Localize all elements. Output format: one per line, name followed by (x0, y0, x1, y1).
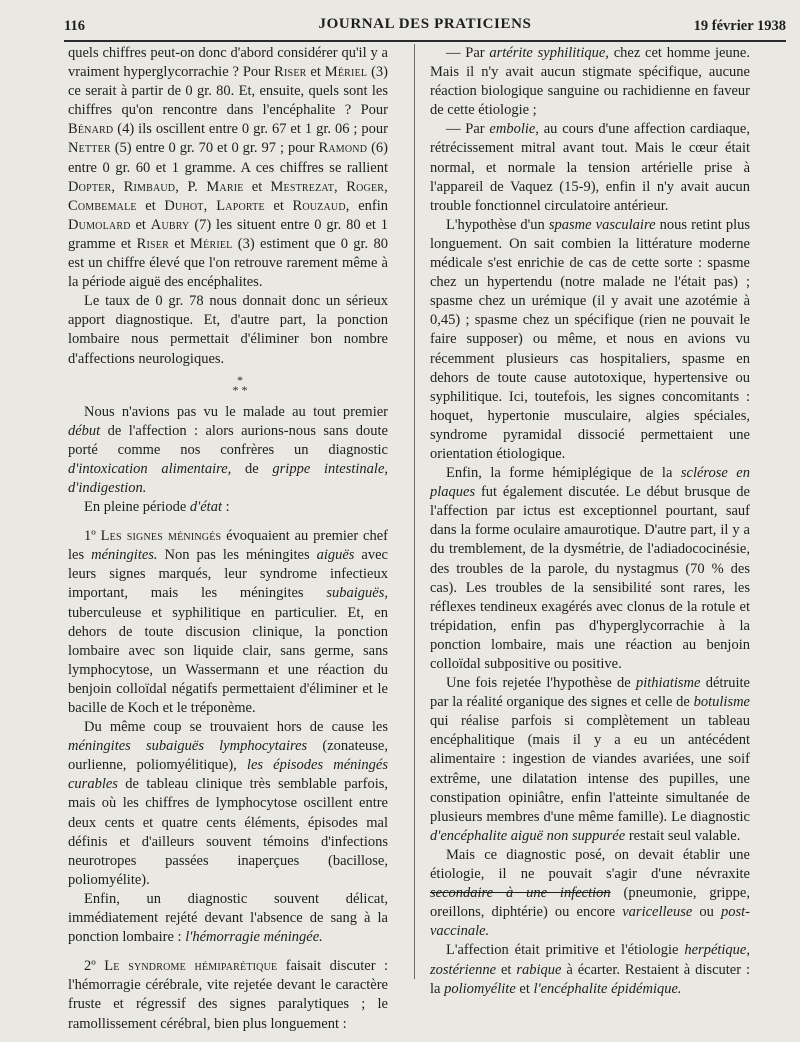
section-meninges: 1º Les signes méningés évoquaient au premier chef les méningites. Non pas les méningites aiguës avec leurs signes marqués, leur syndrome infectieux important, mais les méningites subaiguës, tuberculeuse et syphilitique en particulier. Et, en dehors de toute discusion clinique, la ponction lombaire avec son liquide clair, sans germe, sans lymphocytose, un Wassermann et une réaction du benjoin colloïdal négatifs permettaient d'éliminer et le bacille de Koch et le tréponème. (68, 528, 388, 716)
paragraph: L'hypothèse d'un spasme vasculaire nous retint plus longuement. On sait combien la littérature moderne médicale s'est enrichie de cas de cette sorte : spasme chez un hypertendu (notre malade ne l'était pas) ; spasme chez un urémique (il y avait une azotémie à 0,45) ; spasme chez un spécifique (rien ne pouvait le faire supposer) ou même, et nous en avions vu récemment plusieurs cas hospitaliers, spasme en dehors de toute cause autotoxique, hypertensive ou syphilitique. Ici, toutefois, les signes concomitants : hoquet, hypertonie musculaire, algies spéciales, syndrome pyramidal dissocié permettaient une orientation étiologique. (430, 216, 750, 462)
section-separator: * * * (232, 372, 248, 397)
paragraph: En pleine période d'état : (84, 499, 230, 516)
paragraph: L'affection était primitive et l'étiologie herpétique, zostérienne et rabique à écarter. Restaient à discuter : la poliomyélite et l'encéphalite épidémique. (430, 942, 750, 997)
paragraph: Enfin, la forme hémiplégique de la sclérose en plaques fut également discutée. Le début brusque de l'affection par ictus est exceptionnel pourtant, sauf dans la forme oculaire amaurotique. D'autre part, il y a du tremblement, de la dysmétrie, de l'adiadococinésie, des troubles de la parole, du nystagmus (70 % des cas). Les troubles de la sensibilité sont rares, les réflexes tendineux exagérés avec clonus de la rotule et trépidation, enfin pas d'hyperglycorrachie à la ponction lombaire, mais une réaction au benjoin colloïdal subpositive ou positive. (430, 465, 750, 672)
right-column (430, 44, 750, 999)
paragraph: — Par embolie, au cours d'une affection cardiaque, rétrécissement mitral avant tout. Mais le cœur était normal, et normale la tension artérielle prise à l'appareil de Vaquez (15-9), enfin il n'y avait aucun trouble fonctionnel circulatoire antérieur. (430, 121, 750, 214)
paragraph: Le taux de 0 gr. 78 nous donnait donc un sérieux apport diagnostique. Et, d'autre part, la ponction lombaire nous permettait d'éliminer bon nombre d'affections neurologiques. (68, 293, 388, 367)
paragraph: quels chiffres peut-on donc d'abord considérer qu'il y a vraiment hyperglycorrachie ? Pour Riser et Mériel (3) ce serait à partir de 0 gr. 80. Et, ensuite, quels sont les chiffres qu'on rencontre dans l'encéphalite ? Pour Bénard (4) ils oscillent entre 0 gr. 67 et 1 gr. 06 ; pour Netter (5) entre 0 gr. 70 et 0 gr. 97 ; pour Ramond (6) entre 0 gr. 60 et 1 gramme. A ces chiffres se rallient Dopter, Rimbaud, P. Marie et Mestrezat, Roger, Combemale et Duhot, Laporte et Rouzaud, enfin Dumolard et Aubry (7) les situent entre 0 gr. 80 et 1 gramme et Riser et Mériel (3) estiment que 0 gr. 80 est un chiffre élevé que l'on retrouve rarement même à la période aiguë des encéphalites. (68, 45, 389, 291)
page-header (64, 12, 786, 42)
column-divider (414, 44, 415, 979)
paragraph: — Par artérite syphilitique, chez cet homme jeune. Mais il n'y avait aucun stigmate spécifique, aucune réaction biologique sanguine ou rachidienne en faveur de cette étiologie ; (430, 45, 750, 119)
left-column (68, 44, 388, 1034)
paragraph: Mais ce diagnostic posé, on devait établir une étiologie, il ne pouvait s'agir d'une névraxite secondaire à une infection (pneumonie, grippe, oreillons, diphtérie) ou encore varicelleuse ou post-vaccinale. (430, 846, 750, 940)
paragraph: Du même coup se trouvaient hors de cause les méningites subaiguës lymphocytaires (zonateuse, ourlienne, poliomyélitique), les épisodes méningés curables de tableau clinique très semblable parfois, mais où les chiffres de lymphocytose oscillent entre deux cents et quatre cents éléments, épisodes mal définis et d'ailleurs souvent témoins d'infections neurotropes passées inaperçues (bacillose, poliomyélite). (68, 719, 388, 888)
page-number: 116 (64, 18, 85, 34)
paragraph: Une fois rejetée l'hypothèse de pithiatisme détruite par la réalité organique des signes et celle de botulisme qui réalise parfois si complètement un tableau encéphalitique (mais il y a eu un antécédent alimentaire : ingestion de viandes avariées, une soif extrême, une dilatation intense des pupilles, une constipation opiniâtre, enfin l'atteinte simultanée de plusieurs membres d'une même famille). Le diagnostic d'encéphalite aiguë non suppurée restait seul valable. (430, 675, 750, 844)
paragraph: Nous n'avions pas vu le malade au tout premier début de l'affection : alors aurions-nous sans doute porté comme nos confrères un diagnostic d'intoxication alimentaire, de grippe intestinale, d'indigestion. (68, 403, 389, 496)
journal-title: JOURNAL DES PRATICIENS (318, 16, 532, 32)
section-hemiparetique: 2º Le syndrome hémiparétique faisait discuter : l'hémorragie cérébrale, vite rejetée devant le caractère fruste et régressif des signes paralytiques ; le ramollissement cérébral, bien plus longuement : (68, 958, 388, 1032)
issue-date: 19 février 1938 (693, 18, 786, 34)
paragraph: Enfin, un diagnostic souvent délicat, immédiatement rejété devant l'absence de sang à la ponction lombaire : l'hémorragie méningée. (68, 890, 388, 946)
